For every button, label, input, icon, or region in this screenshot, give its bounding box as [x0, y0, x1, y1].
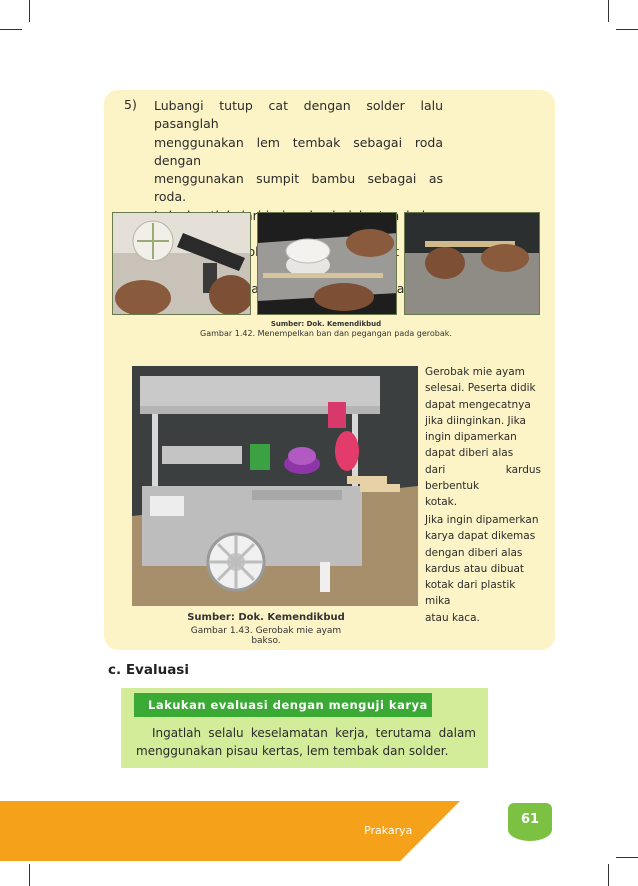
side-note-line: kardus atau dibuat — [425, 562, 525, 575]
side-note-line: atau kaca. — [425, 611, 480, 624]
crop-mark-tl-h — [0, 29, 22, 30]
footer-subject: Prakarya — [364, 824, 413, 837]
side-note-line: Gerobak mie ayam — [425, 366, 525, 378]
crop-mark-tl-v — [29, 0, 30, 22]
side-note-line: dari kardus berbentuk — [425, 463, 541, 493]
side-note-exhibit — [425, 512, 541, 626]
section-title-evaluasi: c. Evaluasi — [108, 662, 189, 678]
crop-mark-bl-v — [29, 864, 30, 886]
side-note-finished — [425, 364, 541, 511]
figure-2-caption: Gambar 1.43. Gerobak mie ayam bakso. — [190, 626, 342, 646]
crop-mark-tr-h — [616, 29, 638, 30]
step-line: menggunakan lem tembak sebagai roda dengan — [154, 134, 443, 168]
side-note-line: jika diinginkan. Jika — [425, 414, 526, 427]
photo-gluing-wheel — [112, 212, 251, 315]
photo-attaching-axle — [257, 212, 397, 315]
photo-handle — [404, 212, 540, 315]
side-note-line: kotak. — [425, 496, 458, 509]
side-note-line: dengan diberi alas — [425, 546, 523, 559]
side-note-line: dapat mengecatnya — [425, 398, 531, 411]
side-note-line: selesai. Peserta didik — [425, 382, 536, 395]
evaluation-tab: Lakukan evaluasi dengan menguji karya — [134, 693, 432, 717]
step-line: dan — [243, 280, 267, 296]
step-line: Lubangi tutup cat dengan solder lalu pasanglah — [154, 98, 443, 132]
step-line: menggunakan sumpit bambu sebagai as roda. — [154, 171, 443, 205]
side-note-line: karya dapat dikemas — [425, 530, 536, 543]
side-note-line: Jika ingin dipamerkan — [425, 514, 539, 526]
evaluation-text: Ingatlah selalu keselamatan kerja, terutama dalam menggunakan pisau kertas, lem tembak dan solder. — [136, 726, 476, 758]
crop-mark-br-v — [608, 864, 609, 886]
crop-mark-tr-v — [608, 0, 609, 22]
figure-1-caption: Gambar 1.42. Menempelkan ban dan pegangan pada gerobak. — [200, 329, 452, 338]
figure-2-source: Sumber: Dok. Kemendikbud — [187, 612, 345, 623]
side-note-line: ingin dipamerkan — [425, 431, 517, 444]
page-number: 61 — [508, 803, 552, 841]
figure-1-source: Sumber: Dok. Kemendikbud — [270, 320, 382, 328]
side-note-line: dapat diberi alas — [425, 447, 514, 460]
crop-mark-br-h — [616, 857, 638, 858]
photo-mie-ayam-cart — [132, 366, 418, 606]
step-number: 5) — [124, 97, 137, 112]
side-note-line: kotak dari plastik mika — [425, 579, 516, 608]
